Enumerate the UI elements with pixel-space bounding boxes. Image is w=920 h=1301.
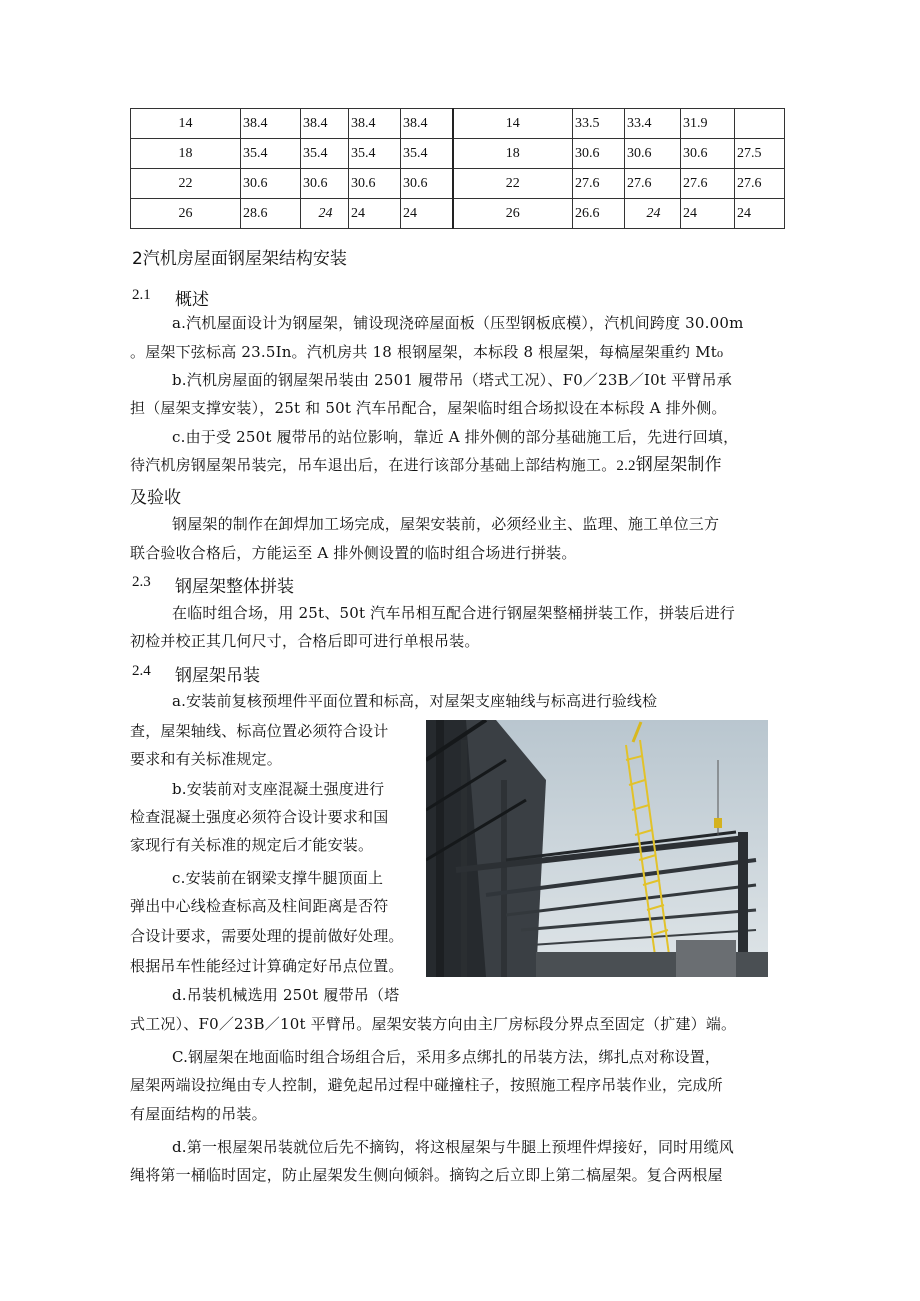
table-row: [131, 109, 785, 139]
table-cell: 38.4: [401, 109, 453, 139]
paragraph-line: 初检并校正其几何尺寸，合格后即可进行单根吊装。: [130, 632, 480, 650]
paragraph-line: d.吊装机械选用 250t 履带吊（塔: [172, 986, 400, 1004]
paragraph-line: c.安装前在钢梁支撑牛腿顶面上: [172, 869, 384, 887]
table-row: [131, 139, 785, 169]
table-row-header-cell: 14: [131, 109, 241, 139]
table-row-header-cell: 22: [453, 169, 573, 199]
subsection-title: 钢屋架吊装: [175, 666, 260, 686]
table-cell: 30.6: [401, 169, 453, 199]
table-cell: 30.6: [241, 169, 301, 199]
paragraph-line: 合设计要求，需要处理的提前做好处理。: [130, 927, 404, 945]
paragraph-line: 根据吊车性能经过计算确定好吊点位置。: [130, 957, 404, 975]
table-row-header-cell: 22: [131, 169, 241, 199]
table-row: [131, 199, 785, 229]
table-cell: 35.4: [401, 139, 453, 169]
table-cell: 38.4: [301, 109, 349, 139]
table-cell: 30.6: [349, 169, 401, 199]
table-row-header-cell: 14: [453, 109, 573, 139]
table-cell: 26.6: [573, 199, 625, 229]
paragraph-line: 检查混凝土强度必须符合设计要求和国: [130, 808, 389, 826]
paragraph-line: 联合验收合格后，方能运至 A 排外侧设置的临时组合场进行拼装。: [130, 544, 577, 562]
table-cell: 24: [681, 199, 735, 229]
table-cell: 27.5: [735, 139, 785, 169]
table-cell: 30.6: [573, 139, 625, 169]
paragraph-line: C.钢屋架在地面临时组合场组合后，采用多点绑扎的吊装方法，绑扎点对称设置，: [172, 1048, 721, 1066]
crane-load-table: [130, 108, 785, 229]
table-cell: 30.6: [301, 169, 349, 199]
paragraph-line: [130, 455, 722, 476]
paragraph-line: 。屋架下弦标高 23.5In。汽机房共 18 根钢屋架，本标段 8 根屋架，每槁屋架重约 Mt₀: [130, 343, 724, 361]
table-cell: 27.6: [573, 169, 625, 199]
paragraph-text: 待汽机房钢屋架吊装完，吊车退出后，在进行该部分基础上部结构施工。: [130, 456, 617, 474]
table-cell: 24: [349, 199, 401, 229]
paragraph-line: 担（屋架支撑安装），25t 和 50t 汽车吊配合，屋架临时组合场拟设在本标段 A 排外侧。: [130, 399, 727, 417]
paragraph-line: 家现行有关标准的规定后才能安装。: [130, 836, 374, 854]
table-cell: 33.4: [625, 109, 681, 139]
paragraph-line: 绳将第一桶临时固定，防止屋架发生侧向倾斜。摘钩之后立即上第二槁屋架。复合两根屋: [130, 1166, 723, 1184]
table-row: [131, 169, 785, 199]
table-cell: 38.4: [241, 109, 301, 139]
table-row-header-cell: 18: [131, 139, 241, 169]
subsection-number: 2.1: [132, 287, 151, 303]
subsection-number: 2.3: [132, 574, 151, 590]
table-cell: 30.6: [625, 139, 681, 169]
table-cell: 28.6: [241, 199, 301, 229]
paragraph-line: 在临时组合场，用 25t、50t 汽车吊相互配合进行钢屋架整桶拼装工作，拼装后进行: [172, 604, 735, 622]
table-cell: 27.6: [625, 169, 681, 199]
paragraph-line: b.安装前对支座混凝土强度进行: [172, 780, 385, 798]
table-row-header-cell: 26: [453, 199, 573, 229]
table-row-header-cell: 26: [131, 199, 241, 229]
subsection-title: 概述: [175, 290, 209, 310]
paragraph-line: 式工况）、F0／23B／10t 平臂吊。屋架安装方向由主厂房标段分界点至固定（扩建）端。: [130, 1015, 737, 1033]
subsection-title: 钢屋架整体拼装: [175, 577, 294, 597]
table-cell: [735, 109, 785, 139]
table-cell: 24: [625, 199, 681, 229]
table-cell: 24: [401, 199, 453, 229]
paragraph-line: 有屋面结构的吊装。: [130, 1105, 267, 1123]
table-cell: 30.6: [681, 139, 735, 169]
paragraph-line: 弹出中心线检查标高及柱间距离是否符: [130, 897, 389, 915]
table-cell: 33.5: [573, 109, 625, 139]
table-cell: 35.4: [349, 139, 401, 169]
table-cell: 38.4: [349, 109, 401, 139]
paragraph-line: 查，屋架轴线、标高位置必须符合设计: [130, 722, 389, 740]
subsection-number: 2.4: [132, 663, 151, 679]
table-cell: 31.9: [681, 109, 735, 139]
table-cell: 35.4: [301, 139, 349, 169]
paragraph-line: 钢屋架的制作在卸焊加工场完成，屋架安装前，必须经业主、监理、施工单位三方: [172, 515, 720, 533]
paragraph-line: 要求和有关标准规定。: [130, 750, 283, 768]
table-row-header-cell: 18: [453, 139, 573, 169]
table-cell: 24: [735, 199, 785, 229]
paragraph-line: d.第一根屋架吊装就位后先不摘钩，将这根屋架与牛腿上预埋件焊接好，同时用缆风: [172, 1138, 734, 1156]
section-title: 2汽机房屋面钢屋架结构安装: [132, 249, 347, 269]
paragraph-line: a.安装前复核预埋件平面位置和标高，对屋架支座轴线与标高进行验线检: [172, 692, 658, 710]
steel-roof-truss-crane-photo-icon: [426, 720, 768, 977]
table-cell: 24: [301, 199, 349, 229]
table-cell: 27.6: [681, 169, 735, 199]
table-cell: 27.6: [735, 169, 785, 199]
subsection-number: 2.2: [616, 458, 636, 474]
subsection-title-continued: 及验收: [130, 488, 181, 508]
paragraph-line: a.汽机屋面设计为钢屋架，铺设现浇碎屋面板（压型钢板底模），汽机间跨度 30.00m: [172, 314, 744, 332]
paragraph-line: c.由于受 250t 履带吊的站位影响，靠近 A 排外侧的部分基础施工后，先进行回填，: [172, 428, 739, 446]
subsection-title: 钢屋架制作: [635, 455, 722, 475]
steel-roof-truss-photo: [426, 720, 768, 977]
paragraph-line: b.汽机房屋面的钢屋架吊装由 2501 履带吊（塔式工况）、F0／23B／I0t 平臂吊承: [172, 371, 732, 389]
table-cell: 35.4: [241, 139, 301, 169]
paragraph-line: 屋架两端设拉绳由专人控制，避免起吊过程中碰撞柱子，按照施工程序吊装作业，完成所: [130, 1076, 723, 1094]
